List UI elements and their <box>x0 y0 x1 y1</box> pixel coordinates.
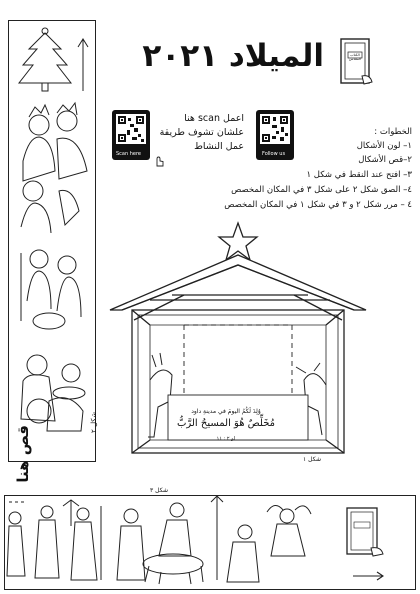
bible-icon <box>340 38 374 86</box>
left-figure-strip <box>8 20 96 462</box>
qr-code-right[interactable] <box>256 110 294 160</box>
bottom-figure-strip <box>4 495 416 590</box>
bible-icon-small <box>347 508 383 556</box>
qr-pattern-icon <box>112 110 150 148</box>
stable-scene <box>100 215 410 470</box>
qr-left-caption: Scan here <box>116 151 142 157</box>
step-4: ٤– الصق شكل ٢ على شكل ٣ في المكان المخصص <box>231 185 412 195</box>
nativity-procession-illustration <box>5 496 417 591</box>
scan-instructions <box>160 112 244 154</box>
qr-pattern-icon <box>256 110 294 148</box>
cut-here-label: قص هنا <box>14 425 32 483</box>
scan-line-1: اعمل scan هنا <box>184 113 244 124</box>
verse-line-1: وُلِدَ لَكُمُ اليومَ في مدينةِ داود <box>191 408 261 415</box>
scan-line-3: عمل النشاط <box>194 141 244 152</box>
scan-line-2: علشان تشوف طريقة <box>159 127 244 138</box>
shape2-label: شكل ٢ <box>90 412 98 434</box>
shape1-label: شكل ١ <box>303 456 322 463</box>
step-3: ٣– افتح عند النقط في شكل ١ <box>306 170 412 180</box>
steps-heading: الخطوات : <box>374 127 412 137</box>
bible-icon-text: الكتاب المقدس <box>349 53 361 61</box>
qr-right-caption: Follow us <box>262 151 286 157</box>
verse-line-2: مُخَلِّصٌ هُوَ المسيحُ الرَّبُّ <box>176 418 276 429</box>
shape3-label: شكل ٣ <box>150 487 169 494</box>
page-title: الميلاد ٢٠٢١ <box>142 38 324 74</box>
step-1: ١– لون الأشكال <box>356 141 412 151</box>
verse-reference: لو ٢ : ١١ <box>216 436 236 442</box>
nativity-figures-illustration <box>9 21 97 463</box>
step-2: ٢–قص الأشكال <box>358 155 412 165</box>
qr-code-left[interactable] <box>112 110 150 160</box>
step-5: ٤ – مرر شكل ٢ و ٣ في شكل ١ في المكان المخصص <box>224 200 412 210</box>
tap-hand-icon <box>153 155 165 167</box>
